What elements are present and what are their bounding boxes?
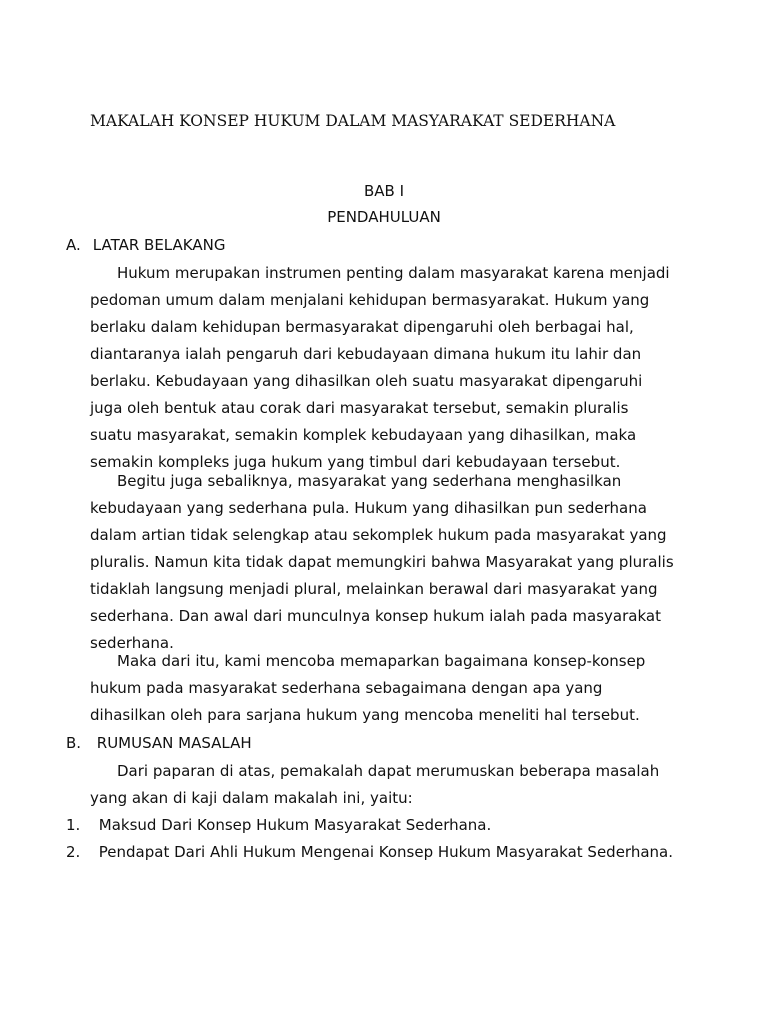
section-b-paragraph-1 xyxy=(90,758,690,812)
chapter-number: BAB I xyxy=(363,182,405,200)
text-line: semakin kompleks juga hukum yang timbul dari kebudayaan tersebut. xyxy=(90,453,621,471)
text-line: diantaranya ialah pengaruh dari kebudayaan dimana hukum itu lahir dan xyxy=(90,345,642,363)
list-item xyxy=(66,843,673,861)
text-line: berlaku. Kebudayaan yang dihasilkan oleh suatu masyarakat dipengaruhi xyxy=(90,372,643,390)
text-line: dihasilkan oleh para sarjana hukum yang mencoba meneliti hal tersebut. xyxy=(90,706,640,724)
list-item-number: 2. xyxy=(66,843,81,861)
text-line: kebudayaan yang sederhana pula. Hukum yang dihasilkan pun sederhana xyxy=(90,499,647,517)
list-item-number: 1. xyxy=(66,816,81,834)
text-line: hukum pada masyarakat sederhana sebagaimana dengan apa yang xyxy=(90,679,603,697)
text-line: suatu masyarakat, semakin komplek kebudayaan yang dihasilkan, maka xyxy=(90,426,637,444)
chapter-title: PENDAHULUAN xyxy=(327,208,441,226)
list-item-text: Pendapat Dari Ahli Hukum Mengenai Konsep Hukum Masyarakat Sederhana. xyxy=(98,843,673,861)
text-line: Hukum merupakan instrumen penting dalam masyarakat karena menjadi xyxy=(117,264,670,282)
text-line: dalam artian tidak selengkap atau sekomplek hukum pada masyarakat yang xyxy=(90,526,667,544)
text-line: yang akan di kaji dalam makalah ini, yaitu: xyxy=(90,789,413,807)
text-line: juga oleh bentuk atau corak dari masyarakat tersebut, semakin pluralis xyxy=(90,399,629,417)
text-line: Dari paparan di atas, pemakalah dapat merumuskan beberapa masalah xyxy=(117,762,660,780)
text-line: pedoman umum dalam menjalani kehidupan bermasyarakat. Hukum yang xyxy=(90,291,650,309)
section-a-marker: A. xyxy=(66,236,81,254)
text-line: Begitu juga sebaliknya, masyarakat yang sederhana menghasilkan xyxy=(117,472,622,490)
text-line: pluralis. Namun kita tidak dapat memungkiri bahwa Masyarakat yang pluralis xyxy=(90,553,674,571)
section-a-title: LATAR BELAKANG xyxy=(92,236,226,254)
text-line: sederhana. Dan awal dari munculnya konsep hukum ialah pada masyarakat xyxy=(90,607,661,625)
text-line: tidaklah langsung menjadi plural, melainkan berawal dari masyarakat yang xyxy=(90,580,658,598)
section-b-marker: B. xyxy=(66,734,82,752)
text-line: Maka dari itu, kami mencoba memaparkan bagaimana konsep-konsep xyxy=(117,652,646,670)
list-item xyxy=(66,816,491,834)
section-a-paragraph-1 xyxy=(90,260,690,476)
text-line: sederhana. xyxy=(90,634,174,652)
section-a-paragraph-2 xyxy=(90,468,690,657)
section-a-paragraph-3 xyxy=(90,648,690,729)
document-title: MAKALAH KONSEP HUKUM DALAM MASYARAKAT SEDERHANA xyxy=(90,112,616,130)
list-item-text: Maksud Dari Konsep Hukum Masyarakat Sederhana. xyxy=(98,816,492,834)
section-a-heading xyxy=(66,236,225,254)
section-b-title: RUMUSAN MASALAH xyxy=(96,734,252,752)
section-b-heading xyxy=(66,734,252,752)
text-line: berlaku dalam kehidupan bermasyarakat dipengaruhi oleh berbagai hal, xyxy=(90,318,634,336)
